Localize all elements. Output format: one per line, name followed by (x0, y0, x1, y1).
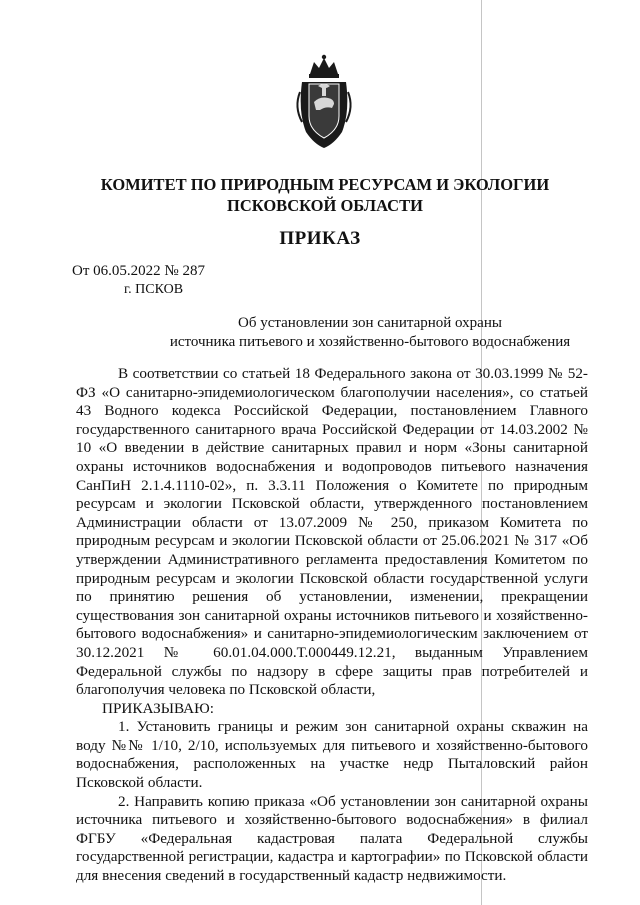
order-item-2: 2. Направить копию приказа «Об установлении зон санитарной охраны источника питьевого и хозяйственно-бытового водоснабжения» в филиал ФГБУ «Федеральная кадастровая палата Федеральной службы государственной регистрации, кадастра и картографии» по Псковской области для внесения сведений в государственный кадастр недвижимости. (76, 792, 588, 885)
city-name: г. ПСКОВ (124, 282, 184, 297)
date-and-number: От 06.05.2022 № 287 (72, 263, 205, 279)
document-type-heading: ПРИКАЗ (279, 228, 361, 249)
subject-line-2: источника питьевого и хозяйственно-бытового водоснабжения (169, 334, 571, 350)
subject-line-1: Об установлении зон санитарной охраны (238, 315, 502, 331)
organization-title (60, 174, 590, 216)
order-directive-word: ПРИКАЗЫВАЮ: (102, 699, 214, 717)
pskov-coat-of-arms-icon (292, 52, 356, 152)
order-body (76, 365, 588, 886)
org-title-line-2: ПСКОВСКОЙ ОБЛАСТИ (227, 196, 423, 215)
preamble-paragraph: В соответствии со статьей 18 Федерального закона от 30.03.1999 № 52-ФЗ «О санитарно-эпидемиологическом благополучии населения», со статьей 43 Водного кодекса Российской Федерации, постановлением Главного государственного санитарного врача Российской Федерации от 14.03.2002 № 10 «О введении в действие санитарных правил и норм «Зоны санитарной охраны источников водоснабжения и водопроводов питьевого назначения СанПиН 2.1.4.1110-02», п. 3.3.11 Положения о Комитете по природным ресурсам и экологии Псковской области, утвержденного постановлением Администрации области от 13.07.2009 № 250, приказом Комитета по природным ресурсам и экологии Псковской области от 25.06.2021 № 317 «Об утверждении Административного регламента предоставления Комитетом по природным ресурсам и экологии Псковской области государственной услуги по принятию решения об установлении, изменении, прекращении существования зон санитарной охраны источников питьевого и хозяйственно-бытового водоснабжения» и санитарно-эпидемиологическим заключением от 30.12.2021 № 60.01.04.000.Т.000449.12.21, выданным Управлением Федеральной службы по надзору в сфере защиты прав потребителей и благополучия человека по Псковской области, (76, 365, 588, 699)
order-subject (150, 314, 590, 352)
order-item-1: 1. Установить границы и режим зон санитарной охраны скважин на воду №№ 1/10, 2/10, используемых для питьевого и хозяйственно-бытового водоснабжения, расположенных на участке недр Пыталовский район Псковской области. (76, 718, 588, 792)
org-title-line-1: КОМИТЕТ ПО ПРИРОДНЫМ РЕСУРСАМ И ЭКОЛОГИИ (100, 175, 550, 194)
